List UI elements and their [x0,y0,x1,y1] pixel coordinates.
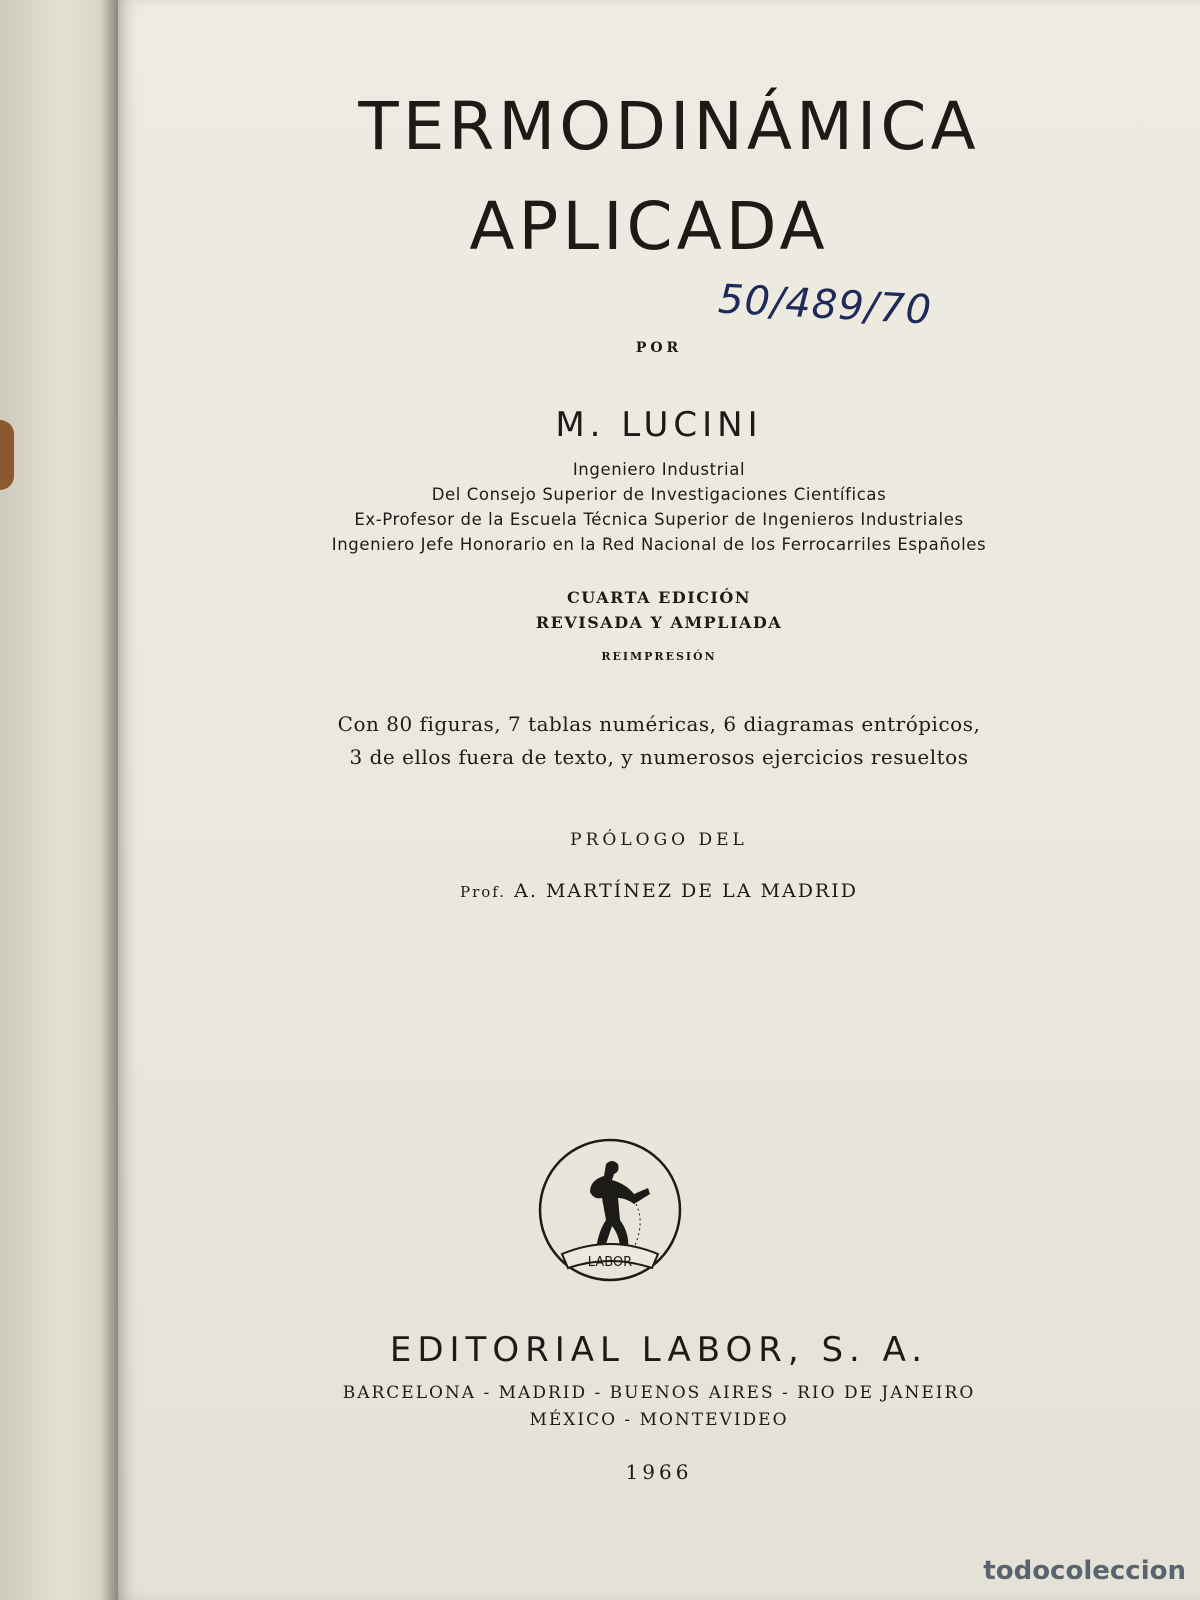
prologue-author: A. MARTÍNEZ DE LA MADRID [514,880,858,902]
author-credential: Del Consejo Superior de Investigaciones Científicas [431,485,887,504]
handwritten-note: 50/489/70 [716,276,934,334]
edition-line1: CUARTA EDICIÓN [567,588,751,607]
prologue-author-line [118,880,1200,902]
by-label: POR [635,340,683,356]
author-name: M. LUCINI [555,405,763,445]
prologue-label: PRÓLOGO DEL [570,830,748,850]
emblem-label: LABOR [587,1255,633,1270]
author-credential: Ex-Profesor de la Escuela Técnica Superior de Ingenieros Industriales [354,510,964,529]
left-page-edge [0,0,118,1600]
bookmark-tab [0,420,14,490]
description-line1: Con 80 figuras, 7 tablas numéricas, 6 diagramas entrópicos, [337,712,981,736]
prologue-prefix: Prof. [460,883,507,901]
book-title-line2: APLICADA [469,188,829,265]
title-page [118,0,1200,1600]
publisher-name: EDITORIAL LABOR, S. A. [389,1330,929,1370]
reprint-label: REIMPRESIÓN [601,650,717,663]
watermark-text: todocoleccion [983,1556,1186,1586]
publisher-emblem [536,1134,684,1294]
edition-line2: REVISADA Y AMPLIADA [535,613,783,632]
publisher-cities-line1: BARCELONA - MADRID - BUENOS AIRES - RIO DE JANEIRO [342,1383,976,1403]
site-watermark [983,1556,1186,1586]
author-credential: Ingeniero Industrial [572,460,746,479]
description-line2: 3 de ellos fuera de texto, y numerosos ejercicios resueltos [349,745,969,769]
author-credential: Ingeniero Jefe Honorario en la Red Nacional de los Ferrocarriles Españoles [331,535,987,554]
book-title-line1: TERMODINÁMICA [358,88,980,165]
publication-year: 1966 [625,1460,693,1484]
publisher-cities-line2: MÉXICO - MONTEVIDEO [529,1410,789,1430]
